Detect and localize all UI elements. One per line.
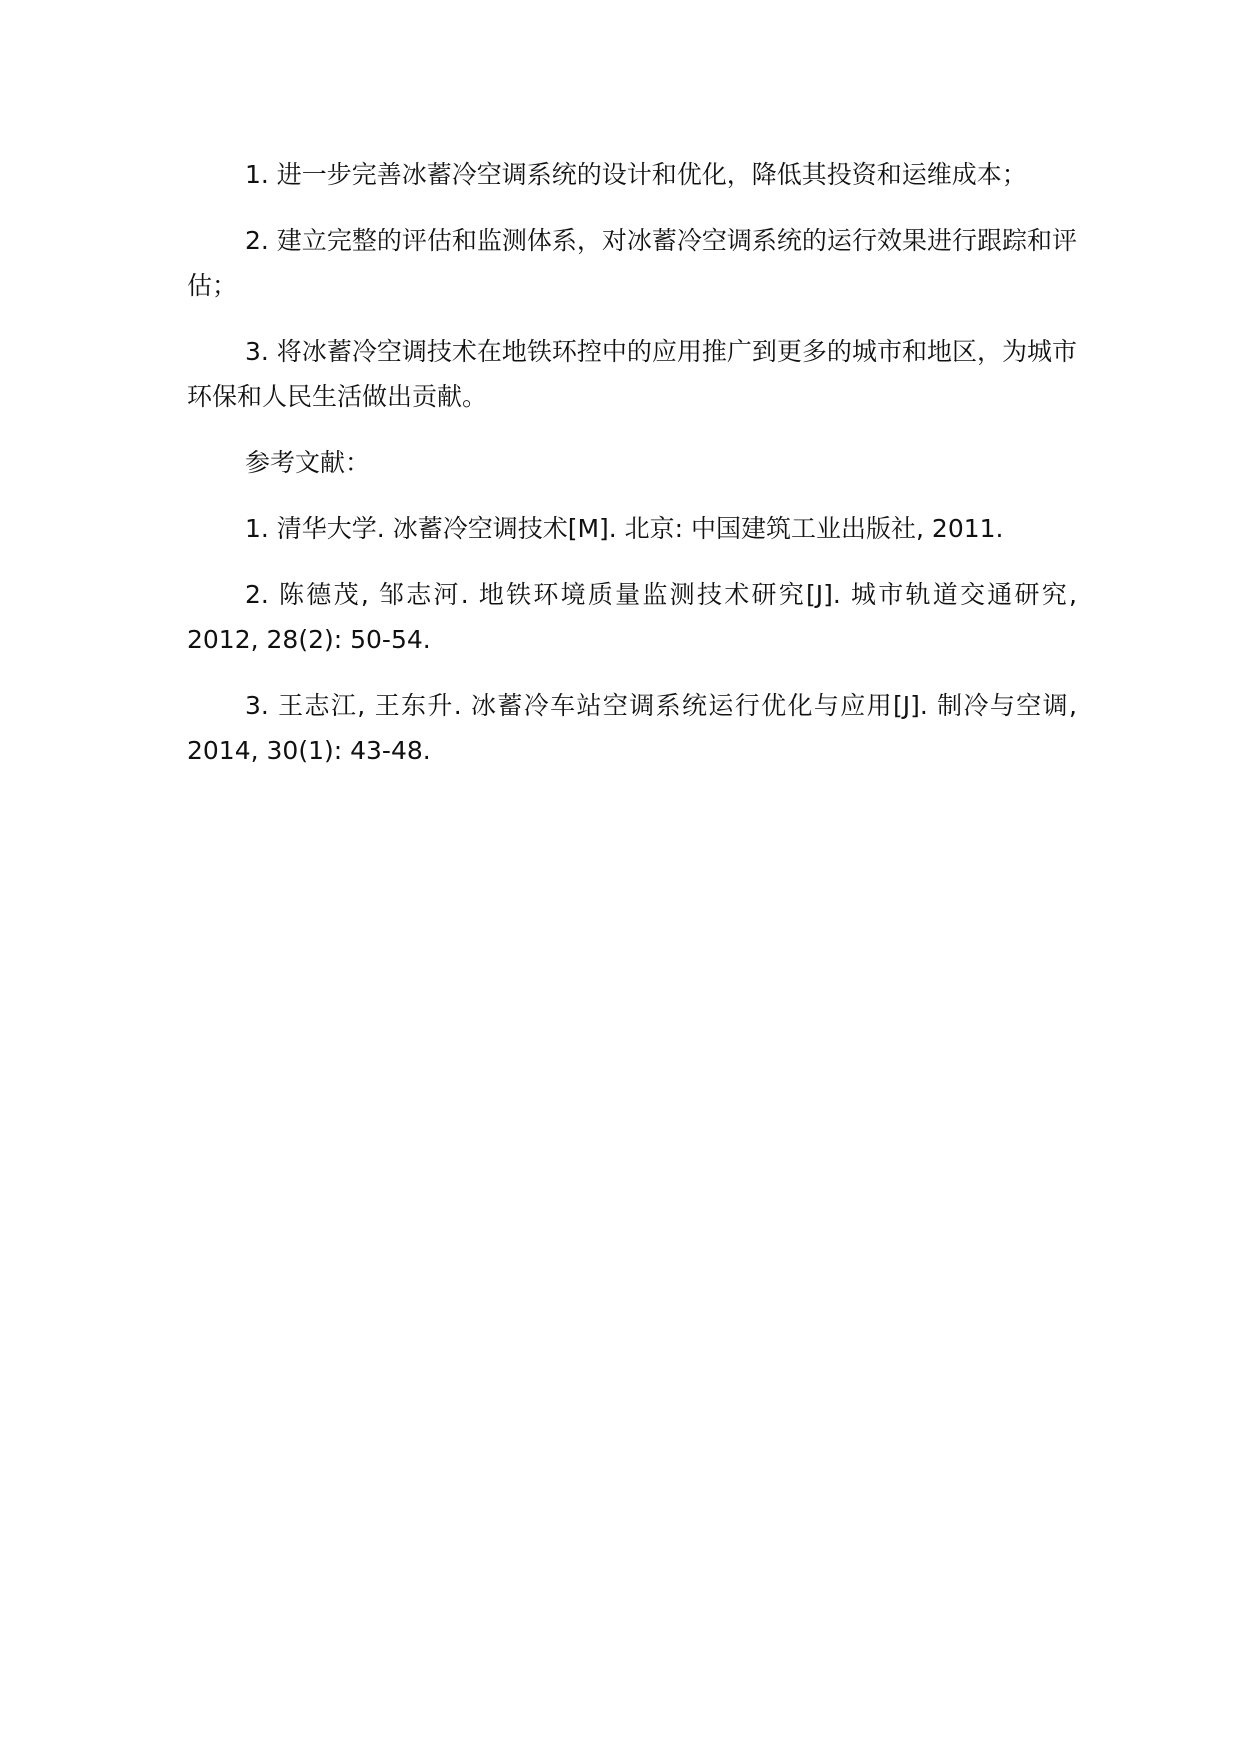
recommendation-item: 1. 进一步完善冰蓄冷空调系统的设计和优化，降低其投资和运维成本； (245, 160, 1027, 189)
references-heading: 参考文献： (245, 448, 371, 477)
reference-item: 2. 陈德茂, 邹志河. 地铁环境质量监测技术研究[J]. 城市轨道交通研究, 2012, 28(2): 50-54. (187, 580, 1077, 654)
reference-item: 1. 清华大学. 冰蓄冷空调技术[M]. 北京: 中国建筑工业出版社, 2011. (245, 514, 1004, 543)
recommendation-item: 3. 将冰蓄冷空调技术在地铁环控中的应用推广到更多的城市和地区，为城市环保和人民生活做出贡献。 (187, 337, 1077, 411)
reference-item: 3. 王志江, 王东升. 冰蓄冷车站空调系统运行优化与应用[J]. 制冷与空调, 2014, 30(1): 43-48. (187, 691, 1077, 765)
recommendation-item: 2. 建立完整的评估和监测体系，对冰蓄冷空调系统的运行效果进行跟踪和评估； (187, 226, 1077, 300)
document-body (187, 152, 1077, 794)
